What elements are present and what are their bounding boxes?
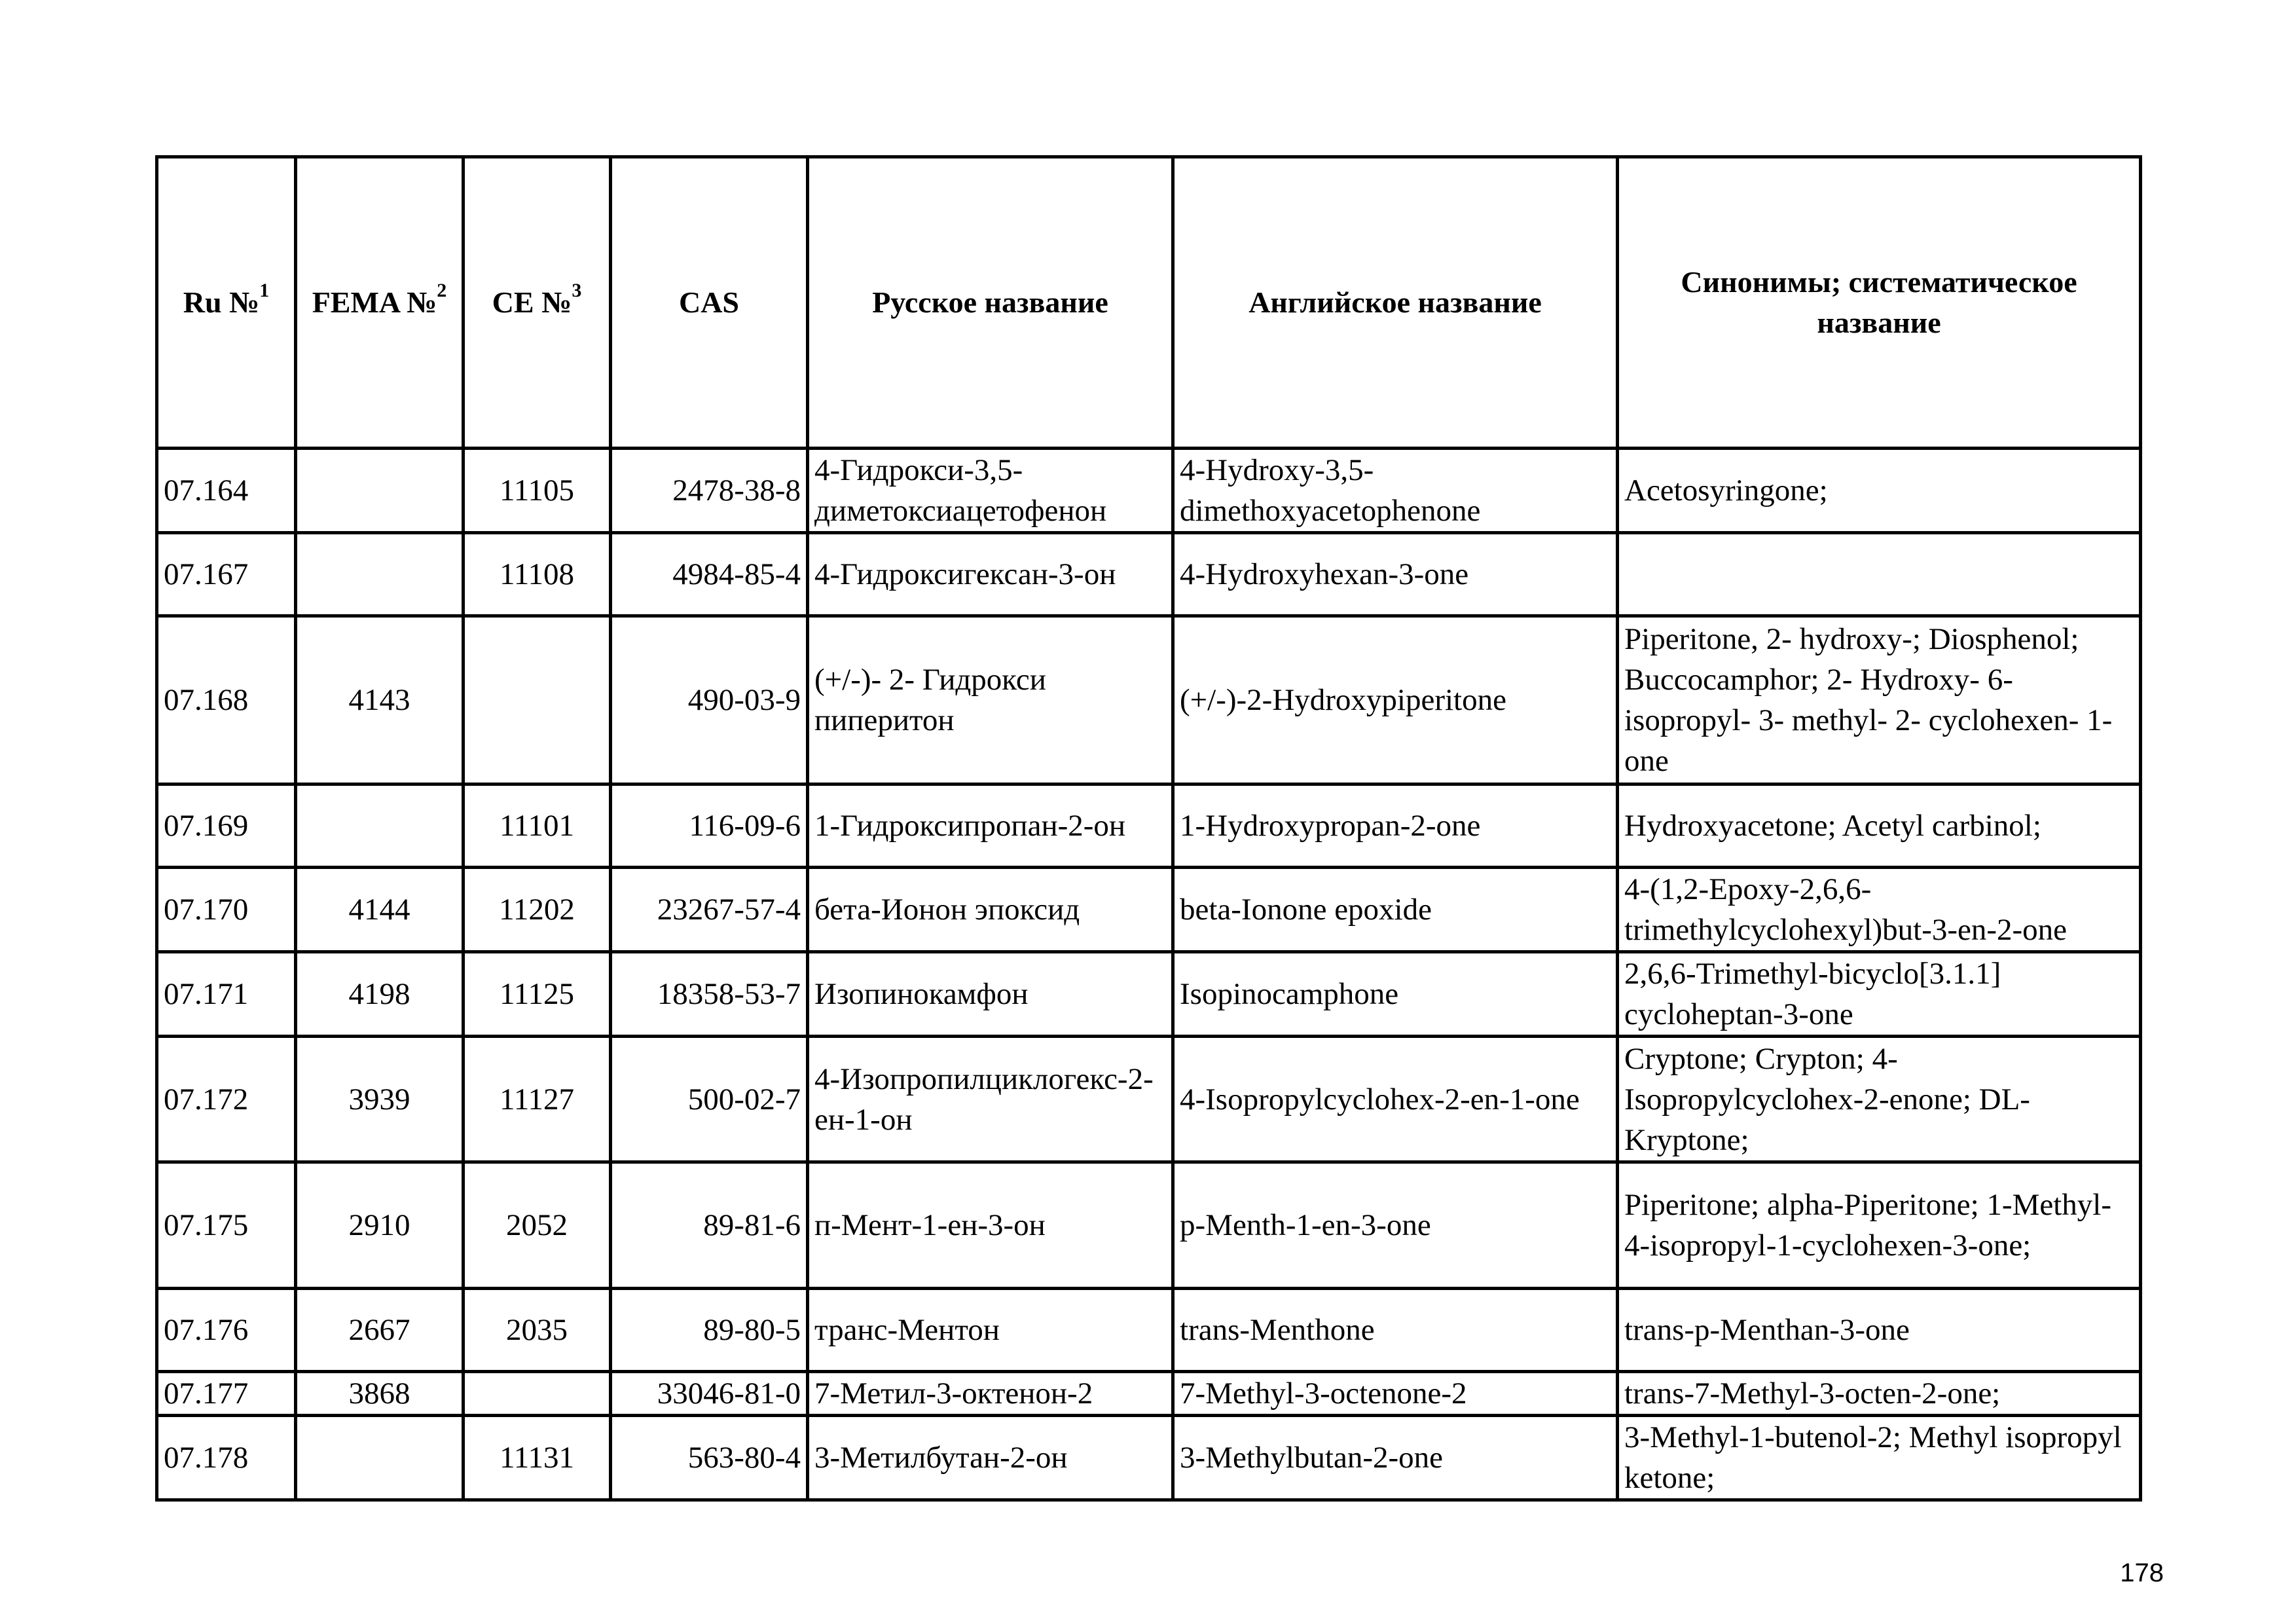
- substances-table: [155, 155, 2142, 1502]
- cell-russian-name: бета-Ионон эпоксид: [808, 868, 1173, 952]
- cell-synonyms: 3-Methyl-1-butenol-2; Methyl isopropyl ketone;: [1618, 1416, 2141, 1500]
- cell-ce-number: 11202: [464, 868, 611, 952]
- cell-synonyms: trans-7-Methyl-3-octen-2-one;: [1618, 1372, 2141, 1416]
- cell-synonyms: Piperitone; alpha-Piperitone; 1-Methyl-4-isopropyl-1-cyclohexen-3-one;: [1618, 1162, 2141, 1289]
- footnote-marker: 3: [572, 280, 582, 301]
- cell-fema-number: [296, 533, 464, 616]
- cell-ru-number: 07.176: [157, 1289, 296, 1372]
- cell-fema-number: 4198: [296, 952, 464, 1037]
- cell-ru-number: 07.168: [157, 616, 296, 784]
- cell-ru-number: 07.177: [157, 1372, 296, 1416]
- cell-ce-number: 11101: [464, 784, 611, 868]
- cell-synonyms: Piperitone, 2- hydroxy-; Diosphenol; Buccocamphor; 2- Hydroxy- 6- isopropyl- 3- methyl- 2- cyclohexen- 1- one: [1618, 616, 2141, 784]
- cell-cas: 2478-38-8: [611, 449, 808, 533]
- cell-fema-number: 3939: [296, 1037, 464, 1162]
- cell-english-name: trans-Menthone: [1173, 1289, 1618, 1372]
- cell-synonyms: [1618, 533, 2141, 616]
- table-row: [157, 1289, 2141, 1372]
- cell-cas: 490-03-9: [611, 616, 808, 784]
- cell-fema-number: [296, 784, 464, 868]
- cell-fema-number: [296, 1416, 464, 1500]
- cell-russian-name: (+/-)- 2- Гидрокси пиперитон: [808, 616, 1173, 784]
- cell-russian-name: 3-Метилбутан-2-он: [808, 1416, 1173, 1500]
- cell-fema-number: 4144: [296, 868, 464, 952]
- cell-english-name: 3-Methylbutan-2-one: [1173, 1416, 1618, 1500]
- cell-ce-number: [464, 616, 611, 784]
- table-row: [157, 1162, 2141, 1289]
- cell-english-name: (+/-)-2-Hydroxypiperitone: [1173, 616, 1618, 784]
- cell-russian-name: 4-Гидроксигексан-3-он: [808, 533, 1173, 616]
- cell-ru-number: 07.169: [157, 784, 296, 868]
- cell-english-name: 4-Isopropylcyclohex-2-en-1-one: [1173, 1037, 1618, 1162]
- cell-ru-number: 07.178: [157, 1416, 296, 1500]
- cell-fema-number: 4143: [296, 616, 464, 784]
- header-ru-number: Ru №$^1$: [157, 157, 296, 449]
- cell-synonyms: 2,6,6-Trimethyl-bicyclo[3.1.1] cycloheptan-3-one: [1618, 952, 2141, 1037]
- table-header-row: [157, 157, 2141, 449]
- cell-ru-number: 07.167: [157, 533, 296, 616]
- cell-cas: 23267-57-4: [611, 868, 808, 952]
- cell-russian-name: 4-Гидрокси-3,5-диметоксиацетофенон: [808, 449, 1173, 533]
- cell-fema-number: 2910: [296, 1162, 464, 1289]
- footnote-marker: 2: [437, 280, 447, 301]
- cell-ce-number: [464, 1372, 611, 1416]
- table-row: [157, 1037, 2141, 1162]
- cell-cas: 563-80-4: [611, 1416, 808, 1500]
- header-english-name: Английское название: [1173, 157, 1618, 449]
- cell-synonyms: 4-(1,2-Epoxy-2,6,6-trimethylcyclohexyl)but-3-en-2-one: [1618, 868, 2141, 952]
- cell-cas: 89-81-6: [611, 1162, 808, 1289]
- cell-synonyms: trans-p-Menthan-3-one: [1618, 1289, 2141, 1372]
- cell-russian-name: п-Мент-1-ен-3-он: [808, 1162, 1173, 1289]
- cell-fema-number: 3868: [296, 1372, 464, 1416]
- cell-ru-number: 07.175: [157, 1162, 296, 1289]
- table-row: [157, 1416, 2141, 1500]
- cell-english-name: 1-Hydroxypropan-2-one: [1173, 784, 1618, 868]
- cell-ru-number: 07.172: [157, 1037, 296, 1162]
- table-body: [157, 449, 2141, 1500]
- cell-ru-number: 07.171: [157, 952, 296, 1037]
- table-row: [157, 533, 2141, 616]
- cell-cas: 4984-85-4: [611, 533, 808, 616]
- cell-english-name: beta-Ionone epoxide: [1173, 868, 1618, 952]
- table-row: [157, 868, 2141, 952]
- footnote-marker: 1: [259, 280, 270, 301]
- header-fema-number: FEMA №$^2$: [296, 157, 464, 449]
- table-row: [157, 784, 2141, 868]
- header-cas: CAS: [611, 157, 808, 449]
- cell-synonyms: Cryptone; Crypton; 4-Isopropylcyclohex-2-enone; DL-Kryptone;: [1618, 1037, 2141, 1162]
- cell-cas: 18358-53-7: [611, 952, 808, 1037]
- cell-cas: 33046-81-0: [611, 1372, 808, 1416]
- page-number: 178: [2120, 1559, 2164, 1587]
- cell-ce-number: 2052: [464, 1162, 611, 1289]
- cell-cas: 116-09-6: [611, 784, 808, 868]
- cell-english-name: p-Menth-1-en-3-one: [1173, 1162, 1618, 1289]
- cell-ce-number: 2035: [464, 1289, 611, 1372]
- cell-english-name: 4-Hydroxy-3,5-dimethoxyacetophenone: [1173, 449, 1618, 533]
- table-row: [157, 449, 2141, 533]
- cell-russian-name: 7-Метил-3-октенон-2: [808, 1372, 1173, 1416]
- cell-ce-number: 11131: [464, 1416, 611, 1500]
- cell-english-name: 7-Methyl-3-octenone-2: [1173, 1372, 1618, 1416]
- cell-ce-number: 11105: [464, 449, 611, 533]
- cell-english-name: 4-Hydroxyhexan-3-one: [1173, 533, 1618, 616]
- cell-fema-number: 2667: [296, 1289, 464, 1372]
- cell-cas: 89-80-5: [611, 1289, 808, 1372]
- cell-fema-number: [296, 449, 464, 533]
- table-row: [157, 616, 2141, 784]
- cell-ce-number: 11125: [464, 952, 611, 1037]
- cell-synonyms: Acetosyringone;: [1618, 449, 2141, 533]
- header-synonyms: Синонимы; систематическое название: [1618, 157, 2141, 449]
- cell-ru-number: 07.164: [157, 449, 296, 533]
- cell-russian-name: транс-Ментон: [808, 1289, 1173, 1372]
- cell-cas: 500-02-7: [611, 1037, 808, 1162]
- table-row: [157, 952, 2141, 1037]
- cell-english-name: Isopinocamphone: [1173, 952, 1618, 1037]
- header-russian-name: Русское название: [808, 157, 1173, 449]
- cell-russian-name: 4-Изопропилциклогекс-2-ен-1-он: [808, 1037, 1173, 1162]
- header-ce-number: CE №$^3$: [464, 157, 611, 449]
- cell-ce-number: 11127: [464, 1037, 611, 1162]
- cell-synonyms: Hydroxyacetone; Acetyl carbinol;: [1618, 784, 2141, 868]
- table-row: [157, 1372, 2141, 1416]
- cell-russian-name: Изопинокамфон: [808, 952, 1173, 1037]
- cell-ce-number: 11108: [464, 533, 611, 616]
- cell-ru-number: 07.170: [157, 868, 296, 952]
- cell-russian-name: 1-Гидроксипропан-2-он: [808, 784, 1173, 868]
